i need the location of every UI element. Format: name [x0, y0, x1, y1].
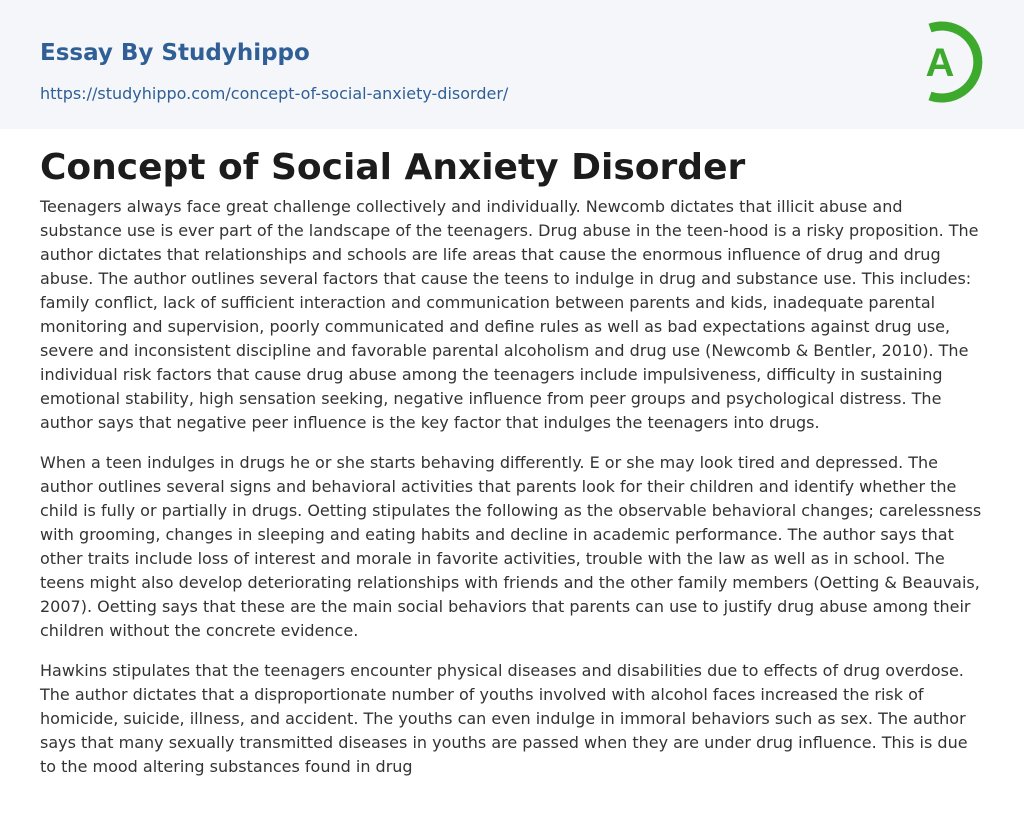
article-body: [40, 195, 988, 795]
article-title: Concept of Social Anxiety Disorder: [40, 147, 746, 188]
studyhippo-logo-icon[interactable]: [908, 16, 988, 108]
paragraph: Hawkins stipulates that the teenagers encounter physical diseases and disabilities due to effects of drug overdose. The author dictates that a disproportionate number of youths involved with alcohol faces increased the risk of homicide, suicide, illness, and accident. The youths can even indulge in immoral behaviors such as sex. The author says that many sexually transmitted diseases in youths are passed when they are under drug influence. This is due to the mood altering substances found in drug: [40, 661, 968, 776]
source-url-link[interactable]: https://studyhippo.com/concept-of-social-anxiety-disorder/: [40, 84, 509, 103]
logo-graphic: [908, 16, 988, 108]
logo-letter: A: [925, 41, 955, 85]
paragraph: When a teen indulges in drugs he or she starts behaving differently. E or she may look tired and depressed. The author outlines several signs and behavioral activities that parents look for their children and identify whether the child is fully or partially in drugs. Oetting stipulates the following as the observable behavioral changes; carelessness with grooming, changes in sleeping and eating habits and decline in academic performance. The author says that other traits include loss of interest and morale in favorite activities, trouble with the law as well as in school. The teens might also develop deteriorating relationships with friends and the other family members (Oetting & Beauvais, 2007). Oetting says that these are the main social behaviors that parents can use to justify drug abuse among their children without the concrete evidence.: [40, 453, 982, 640]
paragraph: Teenagers always face great challenge collectively and individually. Newcomb dictates that illicit abuse and substance use is ever part of the landscape of the teenagers. Drug abuse in the teen-hood is a risky proposition. The author dictates that relationships and schools are life areas that cause the enormous influence of drug and drug abuse. The author outlines several factors that cause the teens to indulge in drug and substance use. This includes: family conflict, lack of sufficient interaction and communication between parents and kids, inadequate parental monitoring and supervision, poorly communicated and define rules as well as bad expectations against drug use, severe and inconsistent discipline and favorable parental alcoholism and drug use (Newcomb & Bentler, 2010). The individual risk factors that cause drug abuse among the teenagers include impulsiveness, difficulty in sustaining emotional stability, high sensation seeking, negative influence from peer groups and psychological distress. The author says that negative peer influence is the key factor that indulges the teenagers into drugs.: [40, 197, 979, 432]
brand-title[interactable]: Essay By Studyhippo: [40, 40, 310, 66]
